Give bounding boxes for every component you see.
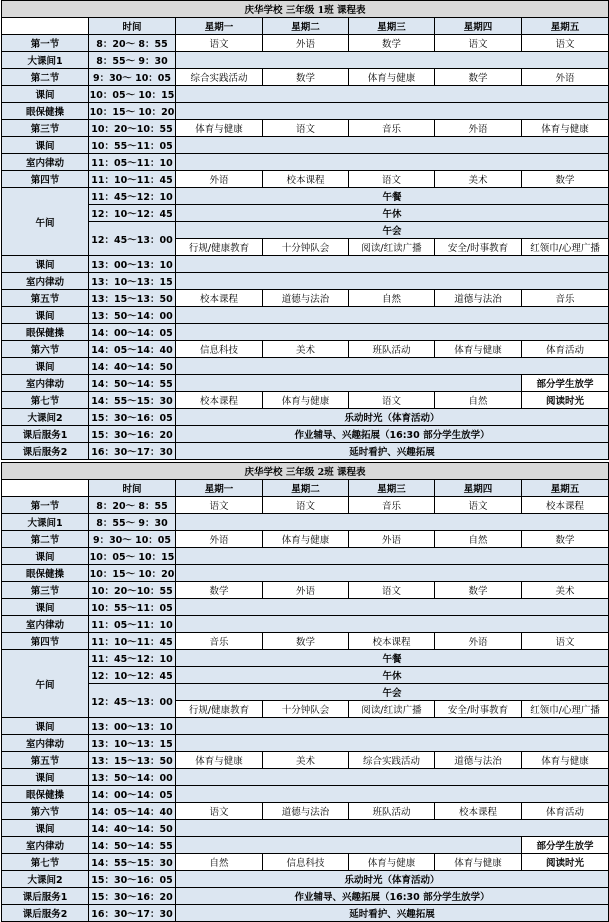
break-row <box>2 514 609 531</box>
subject-cell: 班队活动 <box>349 341 435 358</box>
meeting-item: 行规/健康教育 <box>176 239 263 256</box>
row-time: 13：50～14：00 <box>89 769 176 786</box>
weekday-header: 星期二 <box>263 18 349 35</box>
period-row <box>2 752 609 769</box>
time-header: 时间 <box>89 18 176 35</box>
subject-cell: 数学 <box>176 582 263 599</box>
activity-note: 作业辅导、兴趣拓展（16:30 部分学生放学） <box>176 426 609 443</box>
break-row <box>2 273 609 290</box>
corner-cell <box>2 18 89 35</box>
subject-cell: 体育与健康 <box>176 752 263 769</box>
row-label: 眼保健操 <box>2 786 89 803</box>
row-time: 10：05～ 10：15 <box>89 548 176 565</box>
row-label: 第五节 <box>2 752 89 769</box>
meeting-item: 红领巾/心理广播 <box>522 239 609 256</box>
subject-cell: 美术 <box>263 341 349 358</box>
class1-timetable <box>1 0 609 460</box>
weekday-header: 星期五 <box>522 18 609 35</box>
subject-cell: 体育与健康 <box>176 120 263 137</box>
break-row <box>2 769 609 786</box>
row-label: 室内律动 <box>2 154 89 171</box>
subject-cell: 语文 <box>522 35 609 52</box>
row-label: 眼保健操 <box>2 324 89 341</box>
row-label: 第二节 <box>2 531 89 548</box>
subject-cell: 数学 <box>349 35 435 52</box>
period-row <box>2 633 609 650</box>
subject-cell: 外语 <box>522 69 609 86</box>
period-row <box>2 290 609 307</box>
subject-cell: 信息科技 <box>263 854 349 871</box>
activity-row <box>2 409 609 426</box>
break-row <box>2 256 609 273</box>
noon-label: 午间 <box>2 188 89 256</box>
rest-cell: 午休 <box>176 205 609 222</box>
row-time: 13：15～13：50 <box>89 752 176 769</box>
meeting-item: 十分钟队会 <box>263 701 349 718</box>
subject-cell: 语文 <box>176 803 263 820</box>
subject-cell: 语文 <box>263 497 349 514</box>
subject-cell: 自然 <box>349 290 435 307</box>
row-time: 13：00～13：10 <box>89 256 176 273</box>
row-time: 13：00～13：10 <box>89 718 176 735</box>
break-row <box>2 52 609 69</box>
subject-cell: 语文 <box>435 497 522 514</box>
row-label: 课后服务1 <box>2 888 89 905</box>
meeting-item: 红领巾/心理广播 <box>522 701 609 718</box>
row-time: 14：05～14：40 <box>89 803 176 820</box>
period-row <box>2 803 609 820</box>
row-time: 8：55～ 9：30 <box>89 52 176 69</box>
row-label: 课间 <box>2 137 89 154</box>
activity-note: 延时看护、兴趣拓展 <box>176 443 609 460</box>
noon-row <box>2 650 609 667</box>
row-label: 第七节 <box>2 854 89 871</box>
row-time: 11：45～12：10 <box>89 188 176 205</box>
row-time: 14：40～14：50 <box>89 820 176 837</box>
break-row <box>2 86 609 103</box>
row-label: 第四节 <box>2 171 89 188</box>
row-label: 课后服务1 <box>2 426 89 443</box>
subject-cell: 美术 <box>435 171 522 188</box>
row-time: 11：05～11：10 <box>89 154 176 171</box>
subject-cell: 班队活动 <box>349 803 435 820</box>
period-row <box>2 582 609 599</box>
subject-cell: 道德与法治 <box>435 752 522 769</box>
row-time: 13：15～13：50 <box>89 290 176 307</box>
row-time: 10：15～ 10：20 <box>89 103 176 120</box>
row-label: 眼保健操 <box>2 103 89 120</box>
row-label: 第六节 <box>2 341 89 358</box>
row-time: 15：30～16：20 <box>89 888 176 905</box>
weekday-header: 星期三 <box>349 18 435 35</box>
row-time: 11：10～11：45 <box>89 171 176 188</box>
subject-cell: 阅读时光 <box>522 854 609 871</box>
row-label: 大课间1 <box>2 52 89 69</box>
row-time: 15：30～16：20 <box>89 426 176 443</box>
subject-cell: 音乐 <box>349 497 435 514</box>
subject-cell: 体育与健康 <box>263 392 349 409</box>
break-row <box>2 599 609 616</box>
row-label: 课间 <box>2 358 89 375</box>
weekday-header: 星期二 <box>263 480 349 497</box>
subject-cell: 外语 <box>435 633 522 650</box>
subject-cell: 综合实践活动 <box>349 752 435 769</box>
corner-cell <box>2 480 89 497</box>
row-label: 大课间2 <box>2 409 89 426</box>
break-row <box>2 837 609 854</box>
activity-note: 乐动时光（体育活动） <box>176 409 609 426</box>
row-label: 室内律动 <box>2 735 89 752</box>
period-row <box>2 392 609 409</box>
row-time: 14：55～15：30 <box>89 392 176 409</box>
break-row <box>2 548 609 565</box>
break-row <box>2 786 609 803</box>
row-time: 8：20～ 8：55 <box>89 497 176 514</box>
weekday-header: 星期一 <box>176 18 263 35</box>
subject-cell: 体育与健康 <box>522 120 609 137</box>
subject-cell: 数学 <box>522 171 609 188</box>
meeting-item: 行规/健康教育 <box>176 701 263 718</box>
subject-cell: 数学 <box>435 582 522 599</box>
subject-cell: 体育与健康 <box>349 854 435 871</box>
subject-cell: 语文 <box>435 35 522 52</box>
subject-cell: 语文 <box>349 582 435 599</box>
activity-row <box>2 905 609 922</box>
subject-cell: 音乐 <box>176 633 263 650</box>
subject-cell: 语文 <box>176 35 263 52</box>
row-time: 10：20～10：55 <box>89 582 176 599</box>
subject-cell: 外语 <box>435 120 522 137</box>
break-row <box>2 565 609 582</box>
lunch-cell: 午餐 <box>176 650 609 667</box>
dismiss-note: 部分学生放学 <box>522 375 609 392</box>
subject-cell: 外语 <box>176 531 263 548</box>
row-label: 课间 <box>2 769 89 786</box>
subject-cell: 体育与健康 <box>435 854 522 871</box>
noon-row <box>2 667 609 684</box>
subject-cell: 语文 <box>522 633 609 650</box>
row-label: 课间 <box>2 599 89 616</box>
row-time: 10：55～11：05 <box>89 599 176 616</box>
row-label: 课间 <box>2 548 89 565</box>
row-label: 眼保健操 <box>2 565 89 582</box>
break-row <box>2 735 609 752</box>
subject-cell: 体育与健康 <box>349 69 435 86</box>
row-time: 12：10～12：45 <box>89 667 176 684</box>
subject-cell: 外语 <box>263 582 349 599</box>
break-row <box>2 103 609 120</box>
subject-cell: 美术 <box>522 582 609 599</box>
noon-label: 午间 <box>2 650 89 718</box>
row-time: 16：30～17：30 <box>89 905 176 922</box>
noon-row <box>2 188 609 205</box>
row-label: 第四节 <box>2 633 89 650</box>
row-time: 11：10～11：45 <box>89 633 176 650</box>
row-label: 室内律动 <box>2 375 89 392</box>
subject-cell: 道德与法治 <box>263 290 349 307</box>
subject-cell: 校本课程 <box>522 497 609 514</box>
subject-cell: 语文 <box>263 120 349 137</box>
activity-row <box>2 443 609 460</box>
row-time: 14：50～14：55 <box>89 375 176 392</box>
subject-cell: 语文 <box>349 392 435 409</box>
subject-cell: 阅读时光 <box>522 392 609 409</box>
subject-cell: 校本课程 <box>263 171 349 188</box>
row-time: 10：20～10：55 <box>89 120 176 137</box>
row-label: 第六节 <box>2 803 89 820</box>
row-time: 13：10～13：15 <box>89 735 176 752</box>
row-label: 第三节 <box>2 582 89 599</box>
meeting-item: 安全/时事教育 <box>435 239 522 256</box>
row-label: 课后服务2 <box>2 443 89 460</box>
rest-cell: 午休 <box>176 667 609 684</box>
row-time: 14：55～15：30 <box>89 854 176 871</box>
row-label: 第三节 <box>2 120 89 137</box>
subject-cell: 体育与健康 <box>522 752 609 769</box>
subject-cell: 体育活动 <box>522 341 609 358</box>
row-label: 第一节 <box>2 35 89 52</box>
row-time: 13：10～13：15 <box>89 273 176 290</box>
row-time: 14：40～14：50 <box>89 358 176 375</box>
row-time: 11：05～11：10 <box>89 616 176 633</box>
class2-timetable <box>1 462 609 922</box>
weekday-header: 星期四 <box>435 480 522 497</box>
row-label: 第二节 <box>2 69 89 86</box>
row-label: 课后服务2 <box>2 905 89 922</box>
subject-cell: 音乐 <box>349 120 435 137</box>
activity-row <box>2 871 609 888</box>
row-label: 课间 <box>2 718 89 735</box>
subject-cell: 音乐 <box>522 290 609 307</box>
row-label: 室内律动 <box>2 837 89 854</box>
meeting-item: 阅读/红读广播 <box>349 701 435 718</box>
row-time: 12：10～12：45 <box>89 205 176 222</box>
weekday-header: 星期三 <box>349 480 435 497</box>
row-label: 第一节 <box>2 497 89 514</box>
row-time: 10：15～ 10：20 <box>89 565 176 582</box>
subject-cell: 自然 <box>176 854 263 871</box>
row-time: 8：55～ 9：30 <box>89 514 176 531</box>
break-row <box>2 375 609 392</box>
subject-cell: 自然 <box>435 392 522 409</box>
dismiss-note: 部分学生放学 <box>522 837 609 854</box>
break-row <box>2 307 609 324</box>
meeting-item: 十分钟队会 <box>263 239 349 256</box>
lunch-cell: 午餐 <box>176 188 609 205</box>
period-row <box>2 341 609 358</box>
activity-note: 乐动时光（体育活动） <box>176 871 609 888</box>
class2-title: 庆华学校 三年级 2班 课程表 <box>2 463 609 480</box>
time-header: 时间 <box>89 480 176 497</box>
break-row <box>2 154 609 171</box>
break-row <box>2 718 609 735</box>
subject-cell: 数学 <box>263 69 349 86</box>
row-label: 课间 <box>2 256 89 273</box>
period-row <box>2 69 609 86</box>
subject-cell: 体育活动 <box>522 803 609 820</box>
row-time: 15：30～16：05 <box>89 409 176 426</box>
row-time: 13：50～14：00 <box>89 307 176 324</box>
subject-cell: 信息科技 <box>176 341 263 358</box>
row-label: 大课间2 <box>2 871 89 888</box>
row-time: 12：45～13：00 <box>89 222 176 256</box>
break-row <box>2 324 609 341</box>
period-row <box>2 531 609 548</box>
break-row <box>2 358 609 375</box>
subject-cell: 外语 <box>263 35 349 52</box>
row-label: 课间 <box>2 307 89 324</box>
row-time: 12：45～13：00 <box>89 684 176 718</box>
row-time: 9：30～ 10：05 <box>89 531 176 548</box>
meeting-cell: 午会 <box>176 222 609 239</box>
activity-row <box>2 888 609 905</box>
subject-cell: 语文 <box>349 171 435 188</box>
subject-cell: 外语 <box>349 531 435 548</box>
period-row <box>2 171 609 188</box>
period-row <box>2 854 609 871</box>
subject-cell: 体育与健康 <box>435 341 522 358</box>
row-time: 9：30～ 10：05 <box>89 69 176 86</box>
row-label: 第五节 <box>2 290 89 307</box>
period-row <box>2 497 609 514</box>
noon-row <box>2 222 609 239</box>
activity-note: 延时看护、兴趣拓展 <box>176 905 609 922</box>
subject-cell: 数学 <box>522 531 609 548</box>
row-time: 16：30～17：30 <box>89 443 176 460</box>
activity-note: 作业辅导、兴趣拓展（16:30 部分学生放学） <box>176 888 609 905</box>
row-time: 8：20～ 8：55 <box>89 35 176 52</box>
weekday-header: 星期四 <box>435 18 522 35</box>
weekday-header: 星期五 <box>522 480 609 497</box>
break-row <box>2 820 609 837</box>
subject-cell: 自然 <box>435 531 522 548</box>
noon-row <box>2 205 609 222</box>
subject-cell: 校本课程 <box>435 803 522 820</box>
row-time: 14：05～14：40 <box>89 341 176 358</box>
row-label: 室内律动 <box>2 273 89 290</box>
row-time: 10：55～11：05 <box>89 137 176 154</box>
subject-cell: 综合实践活动 <box>176 69 263 86</box>
subject-cell: 数学 <box>263 633 349 650</box>
noon-row <box>2 684 609 701</box>
row-time: 15：30～16：05 <box>89 871 176 888</box>
break-row <box>2 137 609 154</box>
row-time: 14：50～14：55 <box>89 837 176 854</box>
subject-cell: 道德与法治 <box>435 290 522 307</box>
subject-cell: 美术 <box>263 752 349 769</box>
row-label: 大课间1 <box>2 514 89 531</box>
weekday-header: 星期一 <box>176 480 263 497</box>
row-label: 室内律动 <box>2 616 89 633</box>
row-label: 课间 <box>2 820 89 837</box>
row-time: 11：45～12：10 <box>89 650 176 667</box>
subject-cell: 校本课程 <box>176 290 263 307</box>
class1-title: 庆华学校 三年级 1班 课程表 <box>2 1 609 18</box>
row-label: 第七节 <box>2 392 89 409</box>
row-time: 10：05～ 10：15 <box>89 86 176 103</box>
subject-cell: 体育与健康 <box>263 531 349 548</box>
meeting-cell: 午会 <box>176 684 609 701</box>
subject-cell: 语文 <box>176 497 263 514</box>
row-time: 14：00～14：05 <box>89 786 176 803</box>
period-row <box>2 120 609 137</box>
subject-cell: 校本课程 <box>176 392 263 409</box>
row-time: 14：00～14：05 <box>89 324 176 341</box>
subject-cell: 道德与法治 <box>263 803 349 820</box>
activity-row <box>2 426 609 443</box>
subject-cell: 外语 <box>176 171 263 188</box>
meeting-item: 阅读/红读广播 <box>349 239 435 256</box>
meeting-item: 安全/时事教育 <box>435 701 522 718</box>
subject-cell: 数学 <box>435 69 522 86</box>
subject-cell: 校本课程 <box>349 633 435 650</box>
period-row <box>2 35 609 52</box>
break-row <box>2 616 609 633</box>
row-label: 课间 <box>2 86 89 103</box>
